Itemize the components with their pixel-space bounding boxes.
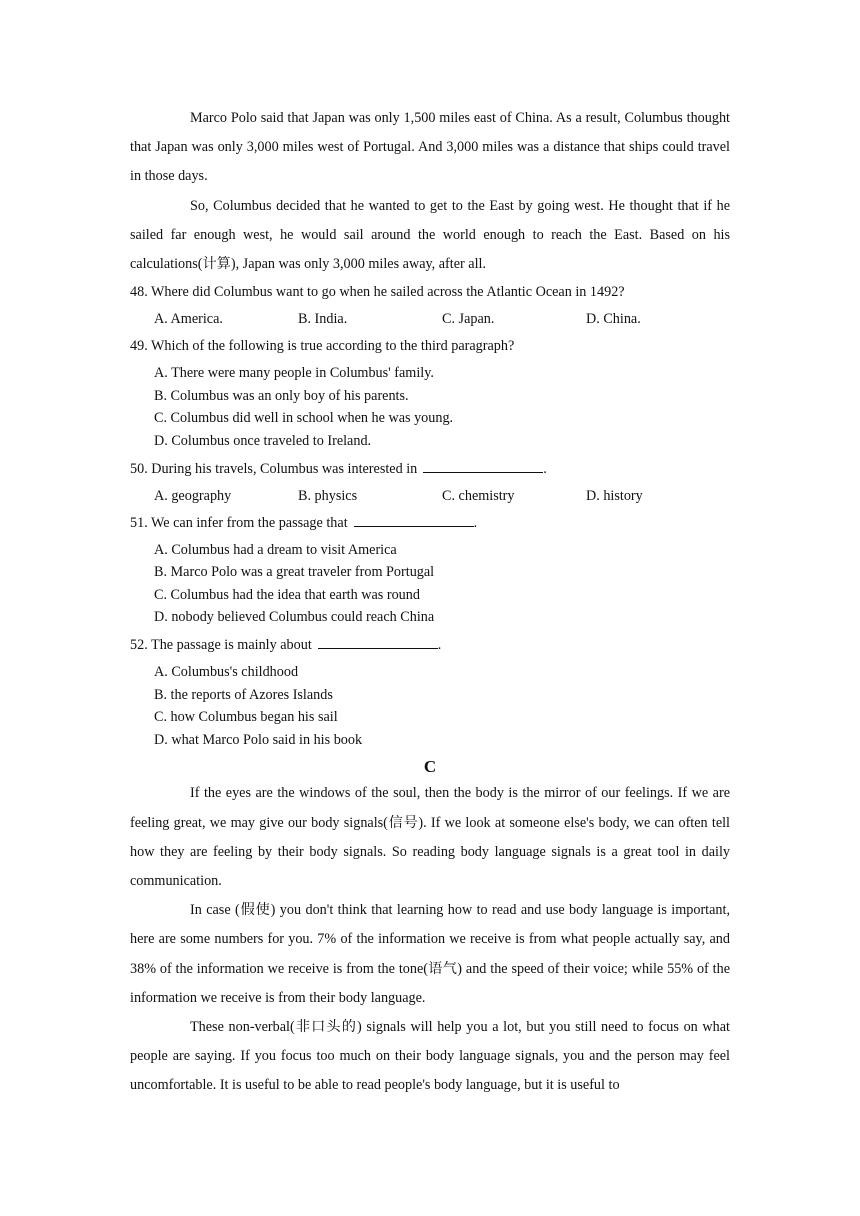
question-50-text: 50. During his travels, Columbus was interested in — [130, 460, 418, 477]
answer-blank — [423, 459, 543, 473]
option-b: B. Columbus was an only boy of his parents. — [154, 387, 409, 404]
question-49-options — [130, 362, 730, 452]
option-c: C. chemistry — [442, 487, 515, 504]
option-b: B. physics — [298, 487, 358, 504]
option-c: C. Columbus did well in school when he was young. — [154, 410, 454, 427]
question-52 — [130, 635, 730, 655]
option-d: D. China. — [586, 311, 641, 328]
question-50 — [130, 459, 730, 479]
option-d: D. Columbus once traveled to Ireland. — [154, 433, 372, 449]
option-d: D. history — [586, 487, 643, 504]
question-48: 48. Where did Columbus want to go when he sailed across the Atlantic Ocean in 1492? — [130, 284, 625, 301]
question-48-options — [130, 308, 730, 330]
option-c: C. Japan. — [442, 311, 495, 328]
question-end: . — [473, 514, 478, 531]
option-d: D. what Marco Polo said in his book — [154, 731, 363, 748]
option-b: B. Marco Polo was a great traveler from Portugal — [154, 564, 435, 581]
section-title: C — [423, 757, 437, 777]
option-c: C. how Columbus began his sail — [154, 709, 338, 726]
paragraph: So, Columbus decided that he wanted to get to the East by going west. He thought that if he sailed far enough west, he would sail around the world enough to reach the East. Based on his calculations(计算), Japan was only 3,000 miles away, after all. — [130, 197, 730, 273]
paragraph: In case (假使) you don't think that learning how to read and use body language is important, here are some numbers for you. 7% of the information we receive is from what people actually say, and 38% of the information we receive is from the tone(语气) and the speed of their voice; while 55% of the information we receive is from their body language. — [130, 902, 730, 1006]
option-b: B. India. — [298, 311, 348, 328]
option-c: C. Columbus had the idea that earth was round — [154, 586, 420, 603]
question-end: . — [437, 636, 442, 653]
option-d: D. nobody believed Columbus could reach China — [154, 609, 435, 626]
question-50-options — [130, 485, 730, 507]
question-51-text: 51. We can infer from the passage that — [130, 514, 348, 531]
document-page — [130, 104, 730, 1101]
question-49: 49. Which of the following is true according to the third paragraph? — [130, 338, 515, 355]
paragraph: Marco Polo said that Japan was only 1,500 miles east of China. As a result, Columbus thought that Japan was only 3,000 miles west of Portugal. And 3,000 miles was a distance that ships could travel in those days. — [130, 110, 730, 185]
question-51 — [130, 513, 730, 533]
option-a: A. Columbus had a dream to visit America — [154, 541, 397, 558]
option-a: A. Columbus's childhood — [154, 663, 299, 680]
answer-blank — [354, 513, 474, 527]
option-a: A. There were many people in Columbus' family. — [154, 365, 434, 382]
paragraph: These non-verbal(非口头的) signals will help you a lot, but you still need to focus on what people are saying. If you focus too much on their body language signals, you and the person may feel uncomfortable. It is useful to be able to read people's body language, but it is useful to — [130, 1018, 730, 1094]
question-52-text: 52. The passage is mainly about — [130, 636, 312, 653]
question-51-options — [130, 539, 730, 629]
paragraph: If the eyes are the windows of the soul, then the body is the mirror of our feelings. If we are feeling great, we may give our body signals(信号). If we look at someone else's body, we can often tell how they are feeling by their body signals. So reading body language signals is a great tool in daily communication. — [130, 785, 730, 889]
option-b: B. the reports of Azores Islands — [154, 686, 333, 703]
answer-blank — [318, 635, 438, 649]
option-a: A. America. — [154, 311, 223, 328]
option-a: A. geography — [154, 487, 232, 504]
question-end: . — [543, 460, 547, 477]
question-52-options — [130, 661, 730, 751]
